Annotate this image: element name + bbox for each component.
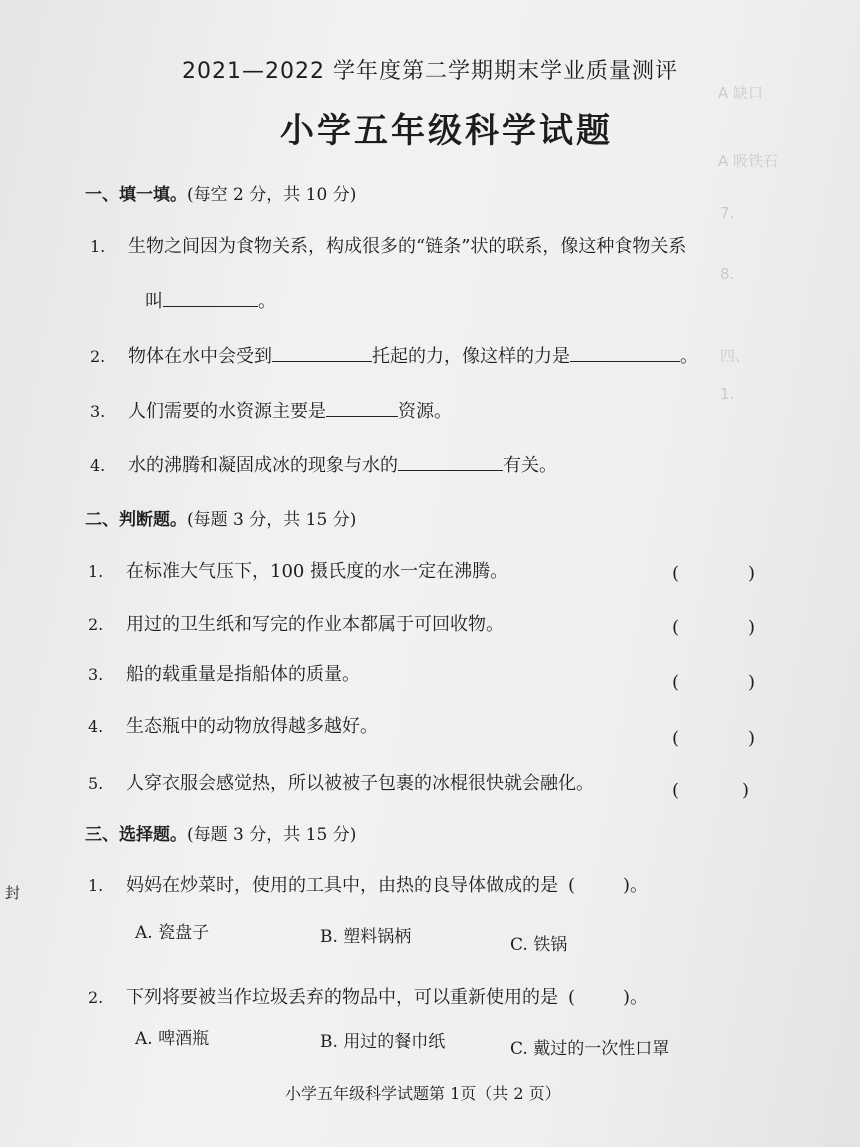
- answer-paren-open[interactable]: (: [568, 875, 576, 896]
- answer-blank[interactable]: [570, 345, 680, 362]
- answer-paren-close: ): [748, 672, 756, 693]
- binding-mark: 封: [3, 885, 21, 900]
- exam-title: 2021—2022 学年度第二学期期末学业质量测评: [182, 59, 678, 84]
- choice-option-b[interactable]: B. 塑料锅柄: [320, 927, 412, 947]
- answer-paren-open[interactable]: (: [672, 728, 680, 749]
- fill-question-2: 2. 物体在水中会受到 托起的力，像这样的力是 。: [90, 346, 698, 367]
- answer-paren-close: ): [742, 780, 750, 801]
- section-heading-choice: 三、选择题。(每题 3 分，共 15 分): [85, 825, 357, 845]
- answer-paren-close: ): [748, 728, 756, 749]
- judge-question-5: 5. 人穿衣服会感觉热，所以被被子包裹的冰棍很快就会融化。: [88, 773, 594, 794]
- page-title: 小学五年级科学试题: [280, 111, 613, 151]
- page-footer: 小学五年级科学试题第 1页（共 2 页）: [285, 1084, 561, 1103]
- judge-question-2: 2. 用过的卫生纸和写完的作业本都属于可回收物。: [88, 614, 504, 635]
- judge-question-3: 3. 船的载重量是指船体的质量。: [88, 664, 360, 685]
- choice-option-b[interactable]: B. 用过的餐巾纸: [320, 1032, 446, 1052]
- answer-blank[interactable]: [398, 454, 503, 471]
- answer-paren-open[interactable]: (: [672, 672, 680, 693]
- choice-question-2: 2. 下列将要被当作垃圾丢弃的物品中，可以重新使用的是 ( )。: [88, 987, 649, 1008]
- bleed-through-text: A 缺口: [718, 84, 764, 102]
- answer-blank[interactable]: [163, 290, 258, 307]
- answer-paren-close: ): [748, 617, 756, 638]
- bleed-through-text: 8.: [720, 265, 735, 283]
- choice-option-c[interactable]: C. 戴过的一次性口罩: [510, 1039, 670, 1059]
- judge-question-1: 1. 在标准大气压下，100 摄氏度的水一定在沸腾。: [88, 561, 509, 582]
- bleed-through-text: 1.: [720, 385, 735, 403]
- choice-question-1: 1. 妈妈在炒菜时，使用的工具中，由热的良导体做成的是 ( )。: [88, 875, 649, 896]
- fill-question-3: 3. 人们需要的水资源主要是 资源。: [90, 401, 452, 422]
- answer-blank[interactable]: [272, 345, 372, 362]
- section-heading-judge: 二、判断题。(每题 3 分，共 15 分): [85, 510, 357, 530]
- answer-paren-open[interactable]: (: [672, 617, 680, 638]
- fill-question-1-cont: 叫 。: [145, 291, 276, 312]
- bleed-through-text: A 吸铁石: [718, 152, 779, 170]
- answer-blank[interactable]: [326, 400, 398, 417]
- choice-option-a[interactable]: A. 啤酒瓶: [135, 1029, 210, 1049]
- choice-option-a[interactable]: A. 瓷盘子: [135, 923, 210, 943]
- bleed-through-text: 四、: [720, 347, 751, 365]
- answer-paren-close: ): [748, 563, 756, 584]
- judge-question-4: 4. 生态瓶中的动物放得越多越好。: [88, 716, 378, 737]
- fill-question-1: 1. 生物之间因为食物关系，构成很多的“链条”状的联系，像这种食物关系: [90, 236, 687, 257]
- answer-paren-close: )。: [623, 987, 649, 1008]
- answer-paren-close: )。: [623, 875, 649, 896]
- bleed-through-text: 7.: [720, 204, 735, 222]
- answer-paren-open[interactable]: (: [672, 563, 680, 584]
- section-heading-fill: 一、填一填。(每空 2 分，共 10 分): [85, 185, 357, 205]
- answer-paren-open[interactable]: (: [568, 987, 576, 1008]
- choice-option-c[interactable]: C. 铁锅: [510, 935, 568, 955]
- fill-question-4: 4. 水的沸腾和凝固成冰的现象与水的 有关。: [90, 455, 557, 476]
- answer-paren-open[interactable]: (: [672, 780, 680, 801]
